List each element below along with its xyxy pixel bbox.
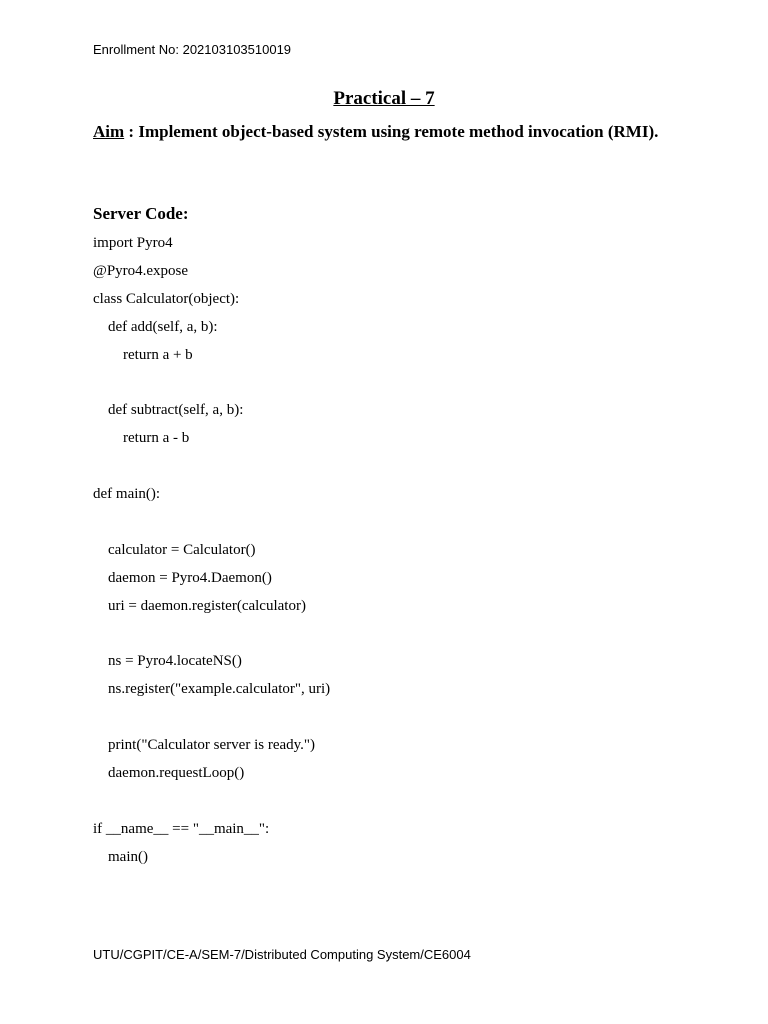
code-line <box>93 456 330 484</box>
code-line: import Pyro4 <box>93 235 173 251</box>
code-line: uri = daemon.register(calculator) <box>93 597 306 614</box>
code-line: def main(): <box>93 486 161 503</box>
code-line: daemon.requestLoop() <box>93 764 245 781</box>
code-line: calculator = Calculator() <box>93 541 256 558</box>
server-code-block <box>93 233 330 874</box>
code-line: if __name__ == "__main__": <box>93 820 270 837</box>
code-line: class Calculator(object): <box>93 290 240 307</box>
code-line: daemon = Pyro4.Daemon() <box>93 569 272 586</box>
server-code-heading: Server Code: <box>93 204 189 223</box>
aim-separator: : <box>124 122 139 141</box>
page-title: Practical – 7 <box>333 88 435 109</box>
code-line <box>93 707 330 735</box>
code-line <box>93 372 330 400</box>
code-line <box>93 791 330 819</box>
code-line <box>93 512 330 540</box>
code-line: ns.register("example.calculator", uri) <box>93 681 331 698</box>
page-footer: UTU/CGPIT/CE-A/SEM-7/Distributed Computing System/CE6004 <box>93 947 471 962</box>
aim-text: Implement object-based system using remote method invocation (RMI). <box>138 122 659 141</box>
enrollment-header: Enrollment No: 202103103510019 <box>93 42 292 57</box>
code-line: def subtract(self, a, b): <box>93 402 244 419</box>
code-line: main() <box>93 848 148 865</box>
code-line: print("Calculator server is ready.") <box>93 737 316 754</box>
code-line: def add(self, a, b): <box>93 318 218 335</box>
code-line: return a - b <box>93 430 190 447</box>
aim-label: Aim <box>93 122 125 141</box>
code-line: return a + b <box>93 346 193 363</box>
code-line: ns = Pyro4.locateNS() <box>93 653 242 670</box>
aim-paragraph <box>93 121 675 143</box>
code-line: @Pyro4.expose <box>93 262 189 279</box>
code-line <box>93 623 330 651</box>
